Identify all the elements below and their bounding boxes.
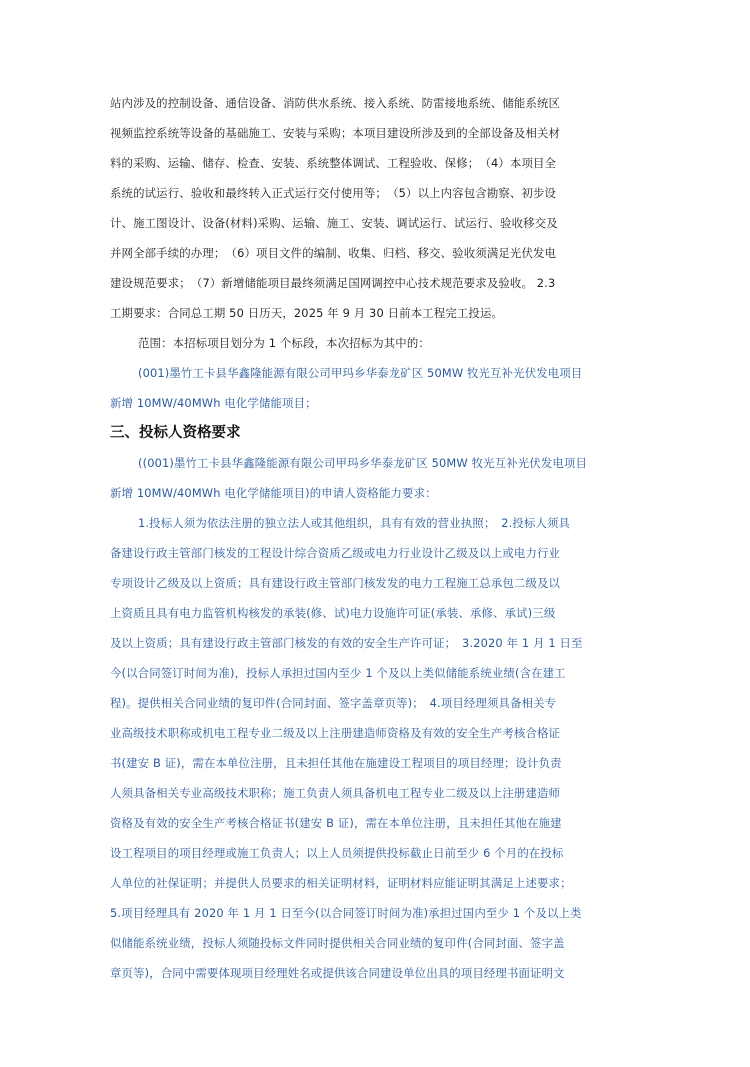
scope-continuation-paragraph: [110, 88, 643, 328]
text-line: ((001)墨竹工卡县华鑫隆能源有限公司甲玛乡华泰龙矿区 50MW 牧光互补光伏发电项目: [138, 456, 588, 470]
text-line: 工期要求：合同总工期 50 日历天，2025 年 9 月 30 日前本工程完工投运。: [110, 306, 504, 320]
text-line: 1.投标人须为依法注册的独立法人或其他组织，具有有效的营业执照； 2.投标人须具: [138, 516, 571, 530]
scope-line: 范围：本招标项目划分为 1 个标段，本次招标为其中的：: [138, 336, 430, 350]
qualification-requirements-paragraph: [110, 508, 643, 988]
text-line: 业高级技术职称或机电工程专业二级及以上注册建造师资格及有效的安全生产考核合格证: [110, 726, 561, 740]
text-line: 新增 10MW/40MWh 电化学储能项目)的申请人资格能力要求：: [110, 486, 437, 500]
document-body: [110, 88, 643, 988]
text-line: 书(建安 B 证)，需在本单位注册，且未担任其他在施建设工程项目的项目经理；设计负责: [110, 756, 562, 770]
lot-paragraph: [110, 358, 643, 418]
text-line: 新增 10MW/40MWh 电化学储能项目；: [110, 396, 317, 410]
text-line: 视频监控系统等设备的基础施工、安装与采购；本项目建设所涉及到的全部设备及相关材: [110, 126, 561, 140]
text-line: 并网全部手续的办理； （6）项目文件的编制、收集、归档、移交、验收须满足光伏发电: [110, 246, 557, 260]
text-line: 站内涉及的控制设备、通信设备、消防供水系统、接入系统、防雷接地系统、储能系统区: [110, 96, 561, 110]
text-line: 似储能系统业绩，投标人须随投标文件同时提供相关合同业绩的复印件(合同封面、签字盖: [110, 936, 565, 950]
text-line: 料的采购、运输、储存、检查、安装、系统整体调试、工程验收、保修； （4）本项目全: [110, 156, 557, 170]
text-line: 专项设计乙级及以上资质；具有建设行政主管部门核发发的电力工程施工总承包二级及以: [110, 576, 561, 590]
text-line: 人须具备相关专业高级技术职称；施工负责人须具备机电工程专业二级及以上注册建造师: [110, 786, 561, 800]
text-line: (001)墨竹工卡县华鑫隆能源有限公司甲玛乡华泰龙矿区 50MW 牧光互补光伏发电项目: [138, 366, 583, 380]
text-line: 程)。提供相关合同业绩的复印件(合同封面、签字盖章页等)； 4.项目经理须具备相关专: [110, 696, 557, 710]
text-line: 建设规范要求； （7）新增储能项目最终须满足国网调控中心技术规范要求及验收。 2.3: [110, 276, 556, 290]
text-line: 人单位的社保证明；并提供人员要求的相关证明材料，证明材料应能证明其满足上述要求；: [110, 876, 572, 890]
qualification-intro-paragraph: [110, 448, 643, 508]
text-line: 备建设行政主管部门核发的工程设计综合资质乙级或电力行业设计乙级及以上或电力行业: [110, 546, 561, 560]
text-line: 今(以合同签订时间为准)，投标人承担过国内至少 1 个及以上类似储能系统业绩(含在建工: [110, 666, 566, 680]
text-line: 设工程项目的项目经理或施工负责人；以上人员须提供投标截止日前至少 6 个月的在投标: [110, 846, 564, 860]
text-line: 章页等)，合同中需要体现项目经理姓名或提供该合同建设单位出具的项目经理书面证明文: [110, 966, 565, 980]
text-line: 上资质且具有电力监管机构核发的承装(修、试)电力设施许可证(承装、承修、承试)三级: [110, 606, 556, 620]
section-heading: 三、投标人资格要求: [110, 425, 241, 441]
text-line: 5.项目经理具有 2020 年 1 月 1 日至今(以合同签订时间为准)承担过国内至少 1 个及以上类: [110, 906, 582, 920]
text-line: 计、施工图设计、设备(材料)采购、运输、施工、安装、调试运行、试运行、验收移交及: [110, 216, 558, 230]
text-line: 及以上资质；具有建设行政主管部门核发的有效的安全生产许可证； 3.2020 年 1 月 1 日至: [110, 636, 583, 650]
text-line: 资格及有效的安全生产考核合格证书(建安 B 证)，需在本单位注册，且未担任其他在施建: [110, 816, 562, 830]
text-line: 系统的试运行、验收和最终转入正式运行交付使用等； （5）以上内容包含勘察、初步设: [110, 186, 557, 200]
